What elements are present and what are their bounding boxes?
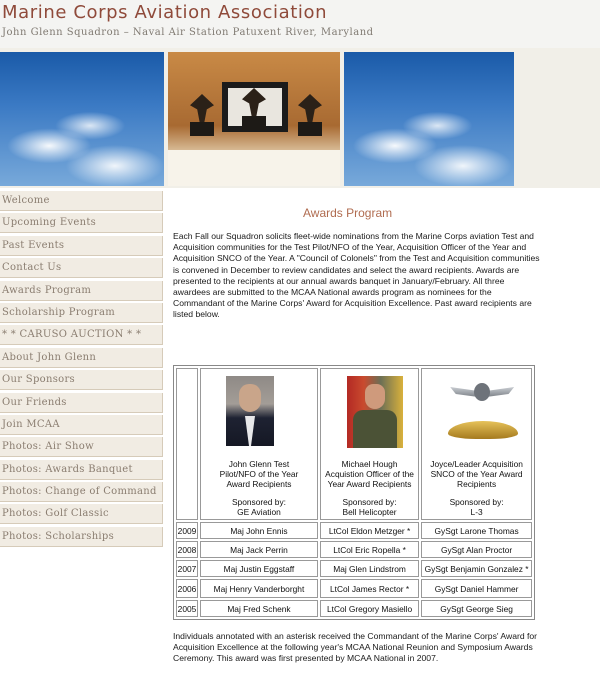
column-title-line: Recipients <box>457 479 497 489</box>
trophy-base <box>298 122 322 136</box>
acquisition-officer-cell: LtCol Gregory Masiello <box>320 600 419 617</box>
column-title-line: Michael Hough <box>341 459 398 469</box>
sponsor-name: Bell Helicopter <box>342 507 397 517</box>
nav-item-about-john-glenn[interactable]: About John Glenn <box>0 348 163 368</box>
snco-cell: GySgt Alan Proctor <box>421 541 532 558</box>
aircrew-wings-icon <box>450 377 514 411</box>
portrait-uniform <box>353 410 397 448</box>
nav-item-photos-air-show[interactable]: Photos: Air Show <box>0 437 163 457</box>
nav-item-photos-awards-banquet[interactable]: Photos: Awards Banquet <box>0 460 163 480</box>
sponsored-by-label: Sponsored by: <box>231 497 286 507</box>
table-row <box>176 600 532 617</box>
acquisition-officer-cell: LtCol Eldon Metzger * <box>320 522 419 539</box>
sponsor-name: L-3 <box>470 507 483 517</box>
asterisk-footnote: Individuals annotated with an asterisk received the Commandant of the Marine Corps' Award for Acquisition Excellence at the following year's MCAA National Reunion and Symposium Awards Ceremony. This award was first presented by MCAA National in 2007. <box>173 631 538 663</box>
eagle-trophy-icon <box>298 94 322 122</box>
column-title-line: John Glenn Test <box>228 459 290 469</box>
column-title-line: Award Recipients <box>226 479 292 489</box>
nav-item-welcome[interactable]: Welcome <box>0 191 163 211</box>
snco-cell: GySgt Larone Thomas <box>421 522 532 539</box>
test-pilot-column-header <box>200 368 318 520</box>
test-pilot-cell: Maj Fred Schenk <box>200 600 318 617</box>
michael-hough-photo <box>347 376 403 448</box>
test-pilot-cell: Maj John Ennis <box>200 522 318 539</box>
acquisition-officer-cell: LtCol James Rector * <box>320 579 419 598</box>
nav-item-awards-program[interactable]: Awards Program <box>0 281 163 301</box>
intro-paragraph: Each Fall our Squadron solicits fleet-wide nominations from the Marine Corps aviation Test and Acquisition communities for the Test Pilot/NFO of the Year, Acquisition Officer of the Year and Acquisition SNCO of the Year. A "Council of Colonels" from the Test and Acquisition communities is convened in December to review candidates and select the award recipients. Awards are presented to the recipients at our annual awards banquet in January/February. All three awardees are submitted to the MCAA National awards program as nominees for the Commandant of the Marine Corps' Award for Acquisition Excellence. Past award recipients are listed below. <box>173 231 540 320</box>
column-title-line: Pilot/NFO of the Year <box>219 469 299 479</box>
test-pilot-cell: Maj Jack Perrin <box>200 541 318 558</box>
nav-item-our-sponsors[interactable]: Our Sponsors <box>0 370 163 390</box>
portrait-face <box>239 384 261 412</box>
test-pilot-cell: Maj Henry Vanderborght <box>200 579 318 598</box>
page-title: Awards Program <box>303 206 393 220</box>
column-title-line: Joyce/Leader Acquisition <box>430 459 523 469</box>
table-row <box>176 579 532 598</box>
nav-item-scholarship-program[interactable]: Scholarship Program <box>0 303 163 323</box>
snco-column-header <box>421 368 532 520</box>
nav-item-upcoming-events[interactable]: Upcoming Events <box>0 213 163 233</box>
acquisition-officer-cell: LtCol Eric Ropella * <box>320 541 419 558</box>
gold-wings-icon <box>448 421 518 439</box>
portrait-shirt <box>245 416 255 446</box>
nav-item-photos-scholarships[interactable]: Photos: Scholarships <box>0 527 163 547</box>
header-banner <box>0 48 600 188</box>
snco-cell: GySgt George Sieg <box>421 600 532 617</box>
sky-image-left <box>0 52 164 186</box>
site-subtitle: John Glenn Squadron – Naval Air Station Patuxent River, Maryland <box>2 27 374 38</box>
nav-item-photos-golf-classic[interactable]: Photos: Golf Classic <box>0 504 163 524</box>
sponsored-by-label: Sponsored by: <box>449 497 504 507</box>
sidebar-nav <box>0 191 163 549</box>
john-glenn-photo <box>226 376 274 446</box>
nav-item-contact-us[interactable]: Contact Us <box>0 258 163 278</box>
year-cell: 2008 <box>176 541 198 558</box>
awards-header-row <box>176 368 532 520</box>
nav-item-photos-change-of-command[interactable]: Photos: Change of Command <box>0 482 163 502</box>
table-row <box>176 560 532 577</box>
table-cloth <box>168 150 340 186</box>
year-cell: 2006 <box>176 579 198 598</box>
nav-item-join-mcaa[interactable]: Join MCAA <box>0 415 163 435</box>
snco-cell: GySgt Benjamin Gonzalez * <box>421 560 532 577</box>
year-cell: 2005 <box>176 600 198 617</box>
snco-cell: GySgt Daniel Hammer <box>421 579 532 598</box>
eagle-trophy-icon <box>190 94 214 122</box>
trophy-base <box>190 122 214 136</box>
trophy-image <box>168 52 340 186</box>
column-title-line: Acquistion Officer of the <box>325 469 414 479</box>
portrait-face <box>365 384 385 409</box>
column-title-line: Year Award Recipients <box>327 479 412 489</box>
nav-item-caruso-auction[interactable]: * * CARUSO AUCTION * * <box>0 325 163 345</box>
sponsor-name: GE Aviation <box>237 507 281 517</box>
awards-table <box>173 365 535 620</box>
site-title: Marine Corps Aviation Association <box>2 2 328 23</box>
year-cell: 2009 <box>176 522 198 539</box>
year-header-cell <box>176 368 198 520</box>
test-pilot-cell: Maj Justin Eggstaff <box>200 560 318 577</box>
site-header <box>0 0 600 48</box>
acquisition-officer-cell: Maj Glen Lindstrom <box>320 560 419 577</box>
table-row <box>176 541 532 558</box>
column-title-line: SNCO of the Year Award <box>430 469 523 479</box>
sponsored-by-label: Sponsored by: <box>342 497 397 507</box>
acquisition-officer-column-header <box>320 368 419 520</box>
nav-item-our-friends[interactable]: Our Friends <box>0 393 163 413</box>
trophy-base <box>242 116 266 130</box>
year-cell: 2007 <box>176 560 198 577</box>
nav-item-past-events[interactable]: Past Events <box>0 236 163 256</box>
sky-image-right <box>344 52 514 186</box>
table-row <box>176 522 532 539</box>
